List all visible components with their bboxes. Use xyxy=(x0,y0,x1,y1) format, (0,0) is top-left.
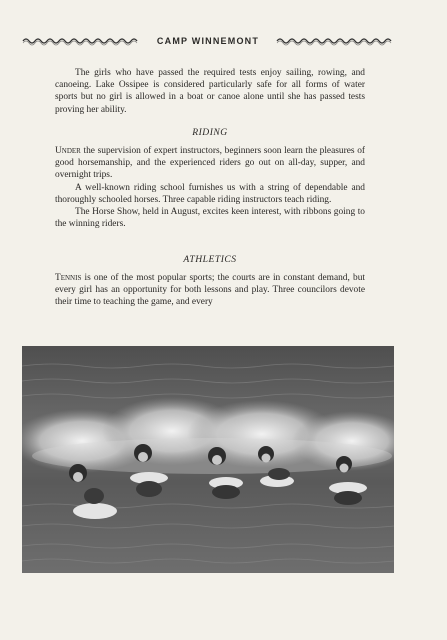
riding-lead-word: Under xyxy=(55,146,81,156)
wave-ornament-icon xyxy=(276,36,394,46)
riding-paragraph-2: A well-known riding school furnishes us with a string of dependable and thoroughly schooled horses. Three capable riding instructors teach riding. xyxy=(55,182,365,205)
riding-paragraph-3: The Horse Show, held in August, excites keen interest, with ribbons going to the winning riders. xyxy=(55,207,365,230)
riding-section xyxy=(55,145,365,230)
athletics-paragraph-1 xyxy=(55,272,365,309)
riding-paragraph-1-text: the supervision of expert instructors, beginners soon learn the pleasures of good horsemanship, and the experienced riders go out on all-day, supper, and overnight trips. xyxy=(55,146,365,181)
riding-paragraph-1 xyxy=(55,145,365,182)
athletics-heading: ATHLETICS xyxy=(183,254,237,265)
athletics-lead-word: Tennis xyxy=(55,273,82,283)
intro-paragraph: The girls who have passed the required tests enjoy sailing, rowing, and canoeing. Lake Ossipee is considered particularly safe for all forms of water sports but no girl is allowed in a boat or canoe alone until she has passed tests proving her ability. xyxy=(55,68,365,115)
athletics-section xyxy=(55,272,365,309)
athletics-paragraph-1-text: is one of the most popular sports; the courts are in constant demand, but every girl has an opportunity for both lessons and play. Three councilors devote their time to teaching the game, and every xyxy=(55,273,365,308)
intro-paragraph-block xyxy=(55,67,365,116)
riding-heading: RIDING xyxy=(192,127,228,138)
page-header xyxy=(22,34,394,48)
swimmers-photo xyxy=(22,346,394,573)
wave-ornament-icon xyxy=(22,36,140,46)
header-title: CAMP WINNEMONT xyxy=(156,36,260,46)
